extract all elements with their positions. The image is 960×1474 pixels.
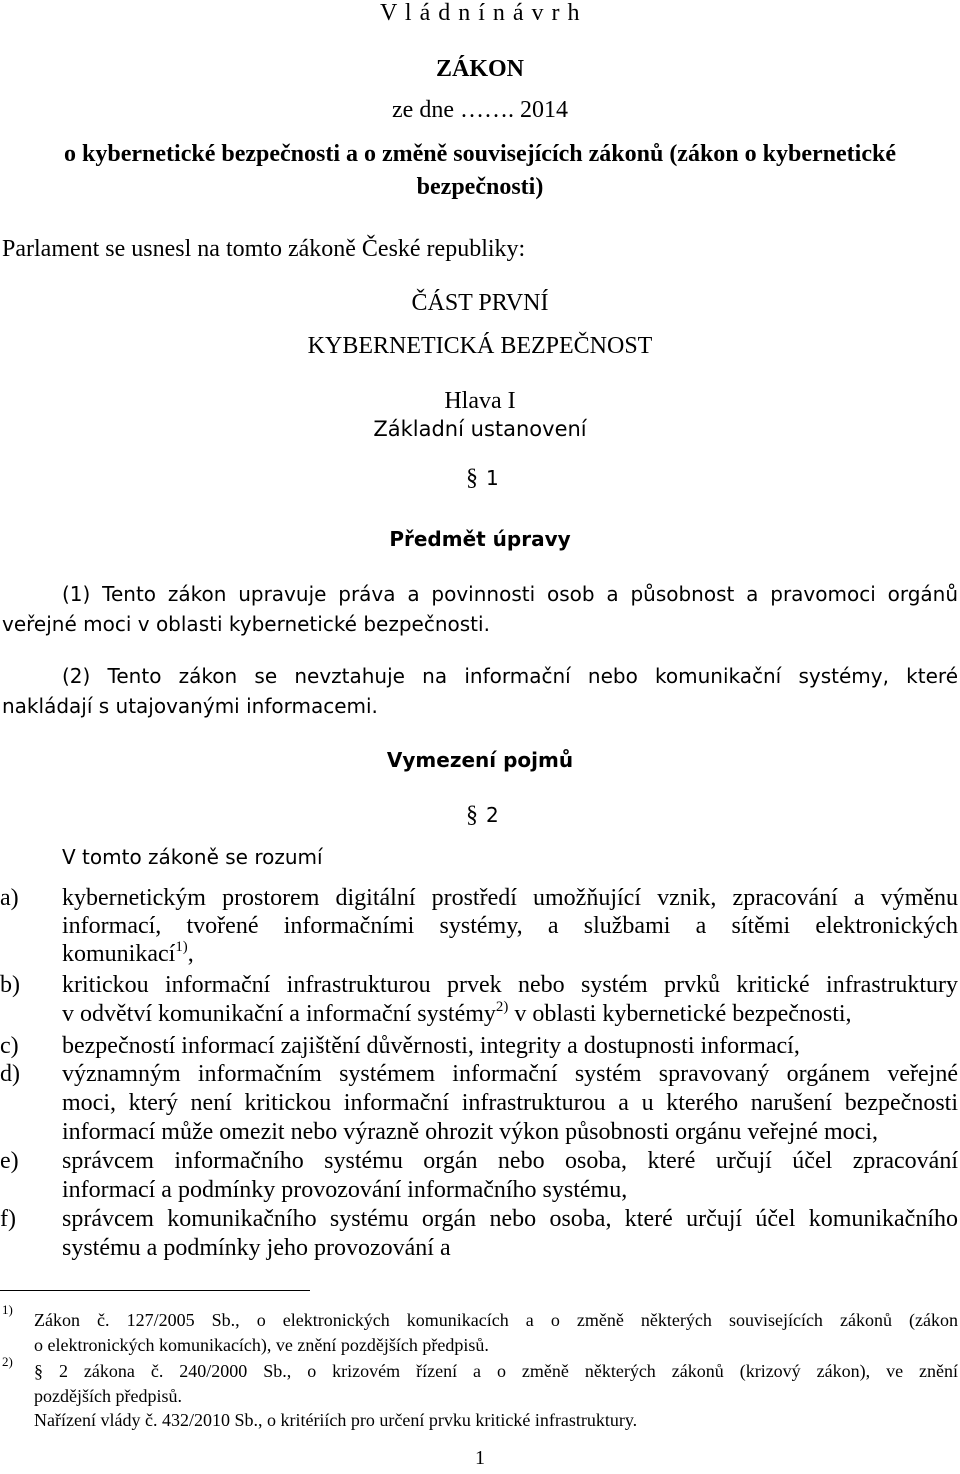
footnote-ref: 1) (175, 939, 188, 956)
item-marker: c) (0, 1033, 19, 1059)
item-line (62, 1001, 852, 1028)
section-1-paragraph-2-line2: nakládají s utajovanými informacemi. (2, 694, 378, 718)
footnote-line: pozdějších předpisů. (34, 1386, 182, 1406)
section-1-heading-number (466, 465, 499, 492)
part-number: ČÁST PRVNÍ (411, 290, 549, 316)
section-1-paragraph-2-line1: (2) Tento zákon se nevztahuje na informační nebo komunikační systémy, které (62, 664, 958, 688)
section-1-title: Předmět úpravy (389, 527, 571, 551)
law-title-line1: o kybernetické bezpečnosti a o změně souvisejících zákonů (zákon o kybernetické (64, 141, 896, 167)
item-text: v oblasti kybernetické bezpečnosti, (508, 1001, 852, 1027)
item-line: významným informačním systémem informační systém spravovaný orgánem veřejné (62, 1061, 958, 1087)
preamble: Parlament se usnesl na tomto zákoně České republiky: (2, 236, 526, 262)
footnote-line: Zákon č. 127/2005 Sb., o elektronických komunikacích a o změně některých souvisejících zákonů (zákon (34, 1310, 958, 1330)
item-marker: f) (0, 1206, 16, 1232)
footnote-marker: 1) (2, 1302, 13, 1317)
section-number: 2 (486, 803, 499, 827)
section-2-title: Vymezení pojmů (386, 748, 574, 772)
chapter-number: Hlava I (444, 388, 516, 414)
section-1-paragraph-1-line1: (1) Tento zákon upravuje práva a povinnosti osob a působnost a pravomoci orgánů (62, 582, 958, 606)
page-number: 1 (475, 1447, 485, 1469)
section-number: 1 (486, 466, 499, 490)
item-text: , (187, 941, 194, 967)
section-symbol: § (466, 465, 478, 491)
footnote-line: o elektronických komunikacích), ve znění pozdějších předpisů. (34, 1335, 489, 1355)
item-marker: e) (0, 1148, 19, 1174)
item-marker: a) (0, 885, 19, 911)
part-name: KYBERNETICKÁ BEZPEČNOST (307, 333, 653, 359)
item-text: komunikací (62, 941, 176, 967)
footnote-line: § 2 zákona č. 240/2000 Sb., o krizovém řízení a o změně některých zákonů (krizový zákon), ve znění (34, 1361, 958, 1381)
draft-label: V l á d n í n á v r h (380, 0, 581, 26)
section-symbol: § (466, 802, 478, 828)
footnote-separator (0, 1290, 310, 1291)
chapter-name: Základní ustanovení (373, 417, 587, 441)
section-2-intro: V tomto zákoně se rozumí (62, 845, 323, 869)
item-text: v odvětví komunikační a informační systémy (62, 1001, 496, 1027)
footnote-ref: 2) (495, 999, 509, 1016)
section-2-heading-number (466, 802, 499, 829)
item-line: systému a podmínky jeho provozování a (62, 1235, 451, 1261)
item-line: kritickou informační infrastrukturou prvek nebo systém prvků kritické infrastruktury (62, 972, 958, 998)
footnote-marker: 2) (2, 1354, 13, 1369)
item-line: správcem informačního systému orgán nebo osoba, které určují účel zpracování (62, 1148, 958, 1174)
item-marker: d) (0, 1061, 20, 1087)
section-1-paragraph-1-line2: veřejné moci v oblasti kybernetické bezpečnosti. (2, 612, 490, 636)
document-type: ZÁKON (435, 56, 524, 82)
footnote-line: Nařízení vlády č. 432/2010 Sb., o kritériích pro určení prvku kritické infrastruktury. (34, 1410, 638, 1430)
item-line (62, 941, 194, 968)
item-line: správcem komunikačního systému orgán nebo osoba, které určují účel komunikačního (62, 1206, 958, 1232)
item-line: informací může omezit nebo výrazně ohrozit výkon působnosti orgánu veřejné moci, (62, 1119, 878, 1145)
item-line: moci, který není kritickou informační infrastrukturou a u kterého narušení bezpečnosti (62, 1090, 958, 1116)
item-line: informací a podmínky provozování informačního systému, (62, 1177, 628, 1203)
law-title-line2: bezpečnosti) (416, 174, 544, 200)
item-line: kybernetickým prostorem digitální prostředí umožňující vznik, zpracování a výměnu (62, 885, 958, 911)
document-date: ze dne ……. 2014 (392, 97, 568, 123)
item-line: informací, tvořené informačními systémy, a službami a sítěmi elektronických (62, 913, 958, 939)
item-line: bezpečností informací zajištění důvěrnosti, integrity a dostupnosti informací, (62, 1033, 800, 1059)
item-marker: b) (0, 972, 20, 998)
